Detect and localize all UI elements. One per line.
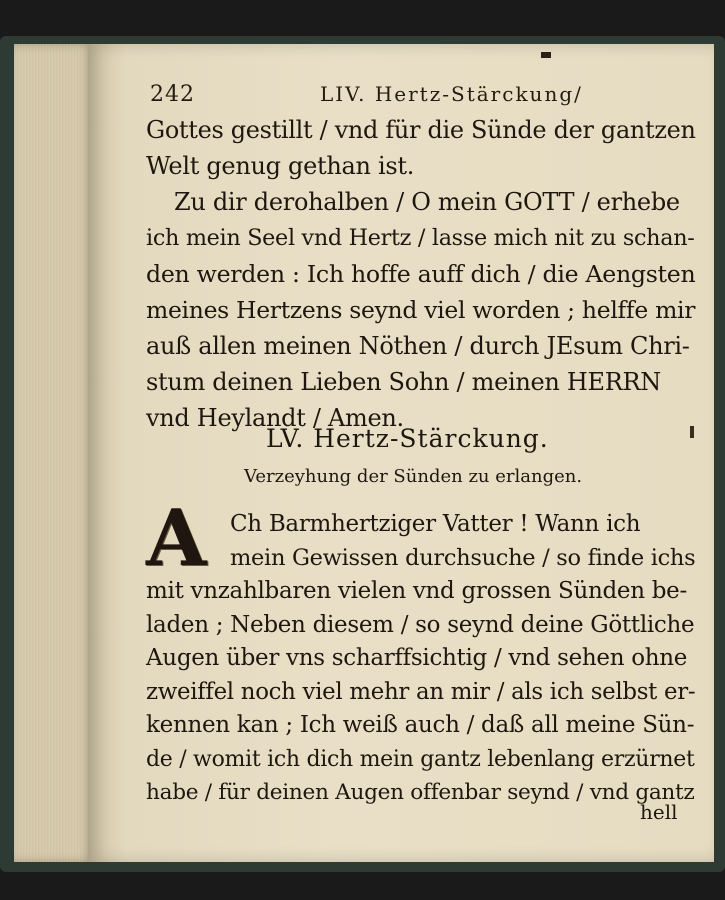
text-line: ich mein Seel vnd Hertz / lasse mich nit zu schan- [146,225,695,251]
text-line: mein Gewissen durchsuche / so finde ichs [230,544,696,571]
running-head: LIV. Hertz-Stärckung/ [320,82,583,106]
catchword: hell [640,800,678,824]
text-line: Zu dir derohalben / O mein GOTT / erhebe [174,188,680,216]
page-header [150,82,710,112]
text-line: den werden : Ich hoffe auff dich / die Aengsten [146,260,696,288]
text-line: Augen über vns scharffsichtig / vnd sehen ohne [146,645,688,671]
page-mark [541,52,551,58]
text-line: auß allen meinen Nöthen / durch JEsum Chri- [146,332,690,360]
text-line: habe / für deinen Augen offenbar seynd / vnd gantz [146,780,695,805]
text-line: Gottes gestillt / vnd für die Sünde der gantzen [146,116,696,144]
text-line: Ch Barmhertziger Vatter ! Wann ich [230,511,641,537]
text-line: mit vnzahlbaren vielen vnd grossen Sünden be- [146,578,687,604]
text-line: de / womit ich dich mein gantz lebenlang erzürnet [146,746,695,772]
decorated-initial: A [146,493,207,584]
text-line: zweiffel noch viel mehr an mir / als ich selbst er- [146,678,696,705]
body-text [146,112,696,436]
text-line: vnd Heylandt / Amen. [146,404,404,432]
section-subtitle: Verzeyhung der Sünden zu erlangen. [244,466,583,487]
page-stack-edge [14,44,94,862]
prayer-text [146,508,696,810]
section-title: LV. Hertz-Stärckung. [266,424,549,453]
text-line: laden ; Neben diesem / so seynd deine Göttliche [146,611,695,638]
text-line: stum deinen Lieben Sohn / meinen HERRN [146,368,661,396]
text-line: meines Hertzens seynd viel worden ; helffe mir [146,296,696,324]
text-line: Welt genug gethan ist. [146,152,415,180]
page-number: 242 [150,82,195,107]
text-line: kennen kan ; Ich weiß auch / daß all meine Sün- [146,712,695,738]
